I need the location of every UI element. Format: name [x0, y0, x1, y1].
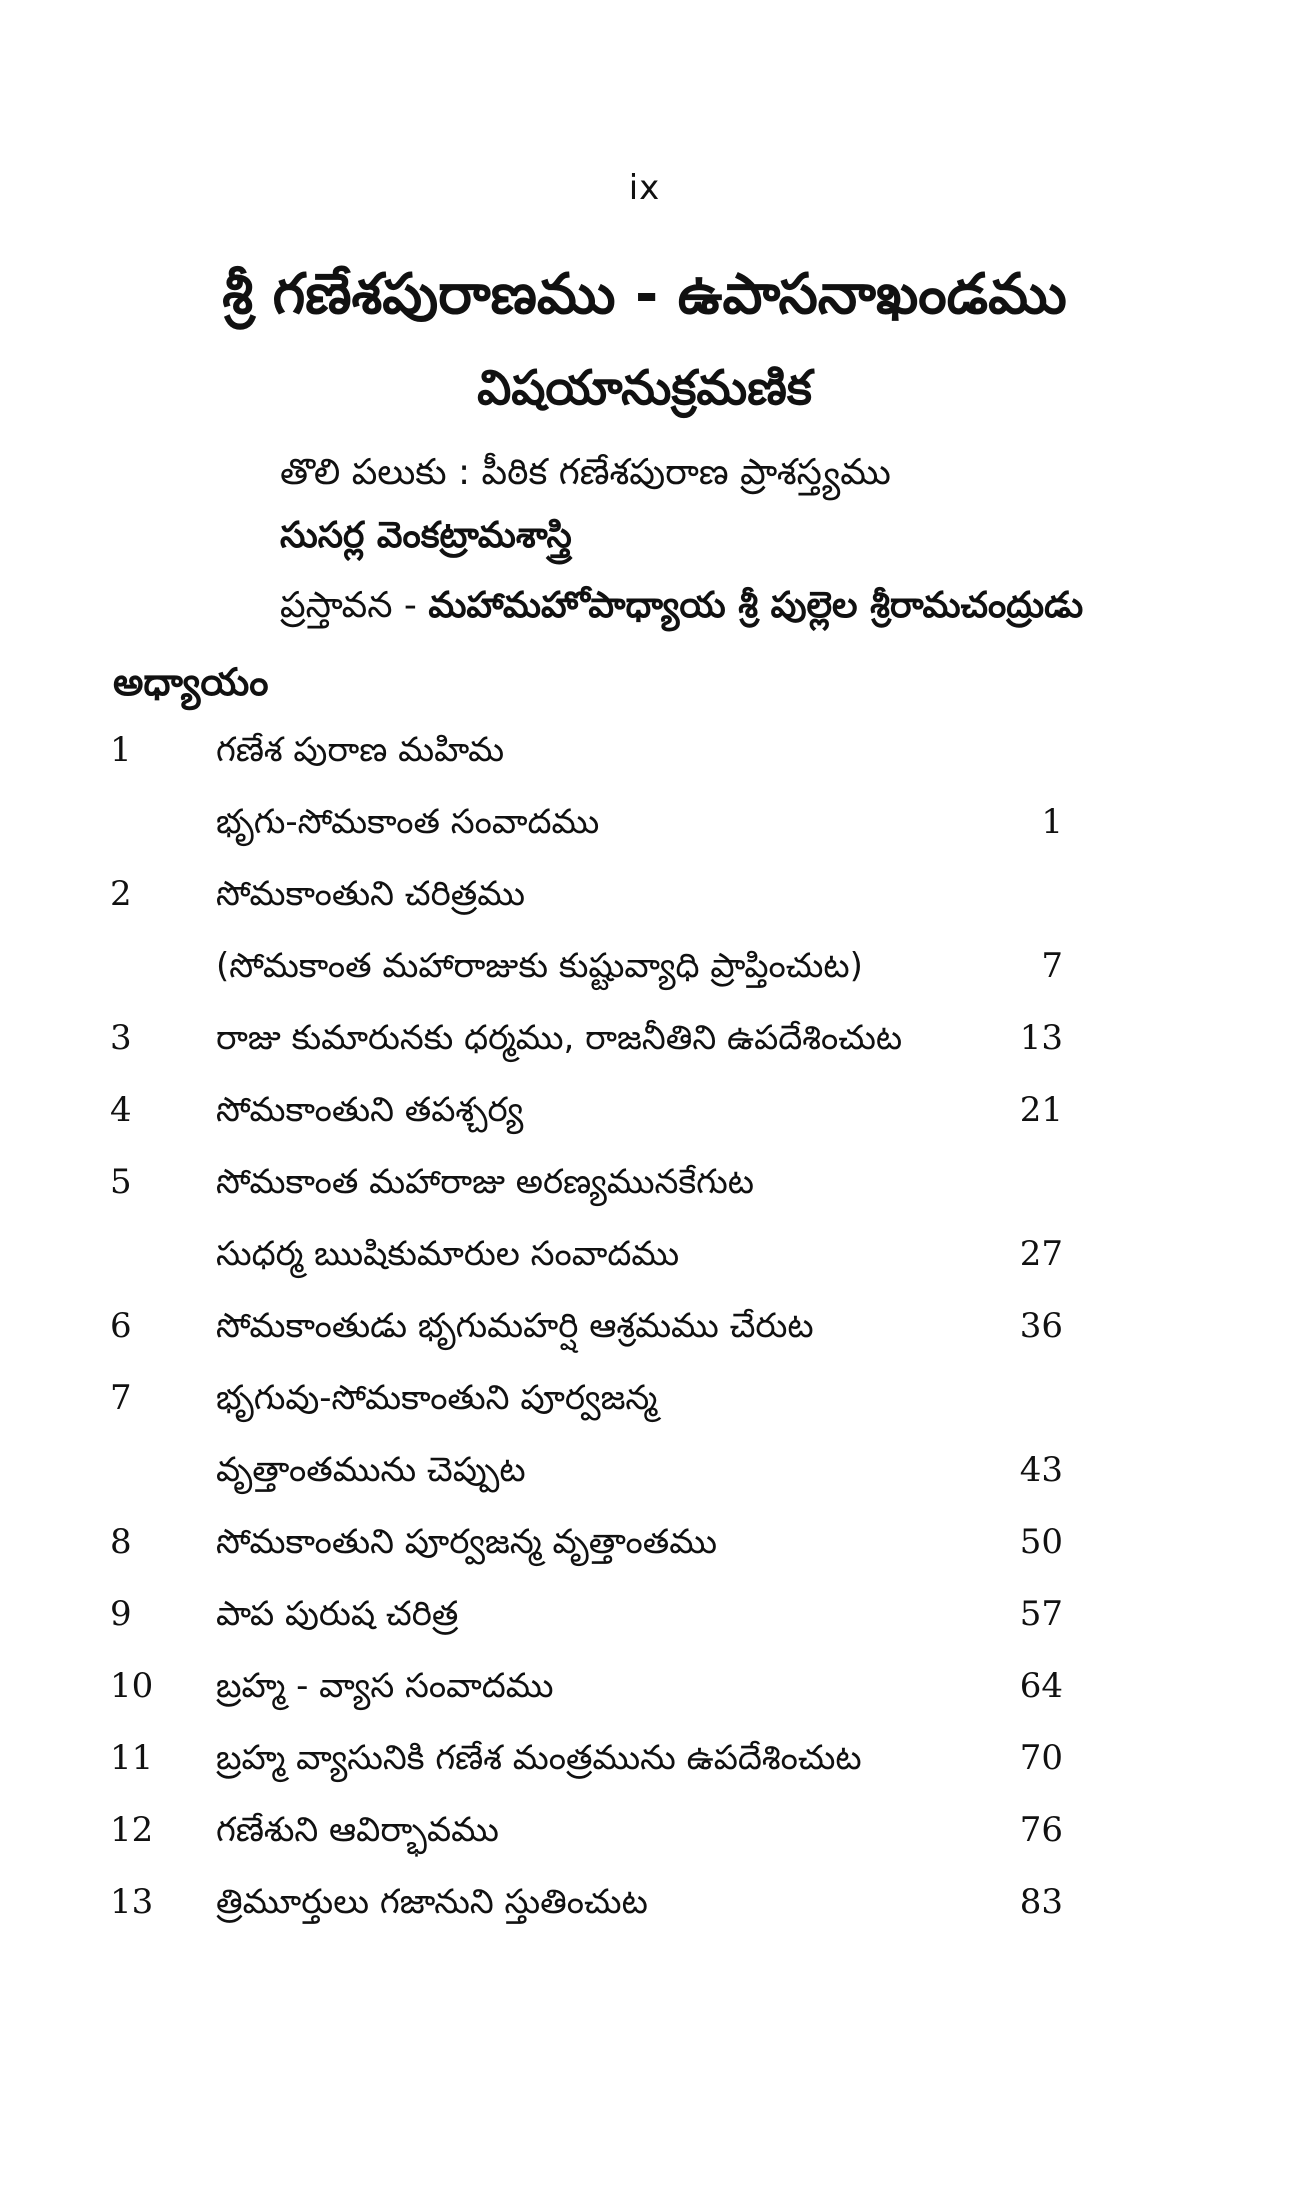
toc-row	[0, 1090, 1289, 1142]
toc-chapter-number: 9	[110, 1594, 132, 1634]
toc-chapter-number: 5	[110, 1162, 132, 1202]
intro-preface-label: ప్రస్తావన -	[280, 585, 429, 626]
toc-page-number: 76	[1019, 1810, 1063, 1850]
toc-page-number: 21	[1019, 1090, 1063, 1130]
toc-chapter-title: రాజు కుమారునకు ధర్మము, రాజనీతిని ఉపదేశించుట	[216, 1018, 903, 1058]
toc-row	[0, 1738, 1289, 1790]
toc-chapter-number: 4	[110, 1090, 132, 1130]
toc-chapter-title: సోమకాంతుని చరిత్రము	[216, 874, 525, 914]
toc-chapter-number: 13	[110, 1882, 154, 1922]
intro-foreword: తొలి పలుకు : పీఠిక గణేశపురాణ ప్రాశస్త్యము	[280, 452, 891, 493]
intro-preface-author: మహామహోపాధ్యాయ శ్రీ పుల్లెల శ్రీరామచంద్రుడు	[428, 585, 1084, 626]
toc-page-number: 43	[1019, 1450, 1063, 1490]
toc-chapter-title: బ్రహ్మ వ్యాసునికి గణేశ మంత్రమును ఉపదేశించుట	[216, 1738, 862, 1778]
toc-page-number: 13	[1019, 1018, 1063, 1058]
toc-page-number: 27	[1019, 1234, 1063, 1274]
page-title: శ్రీ గణేశపురాణము - ఉపాసనాఖండము	[222, 262, 1067, 327]
toc-row	[0, 1882, 1289, 1934]
toc-chapter-title: సుధర్మ ఋషికుమారుల సంవాదము	[216, 1234, 680, 1274]
toc-chapter-number: 7	[110, 1378, 132, 1418]
toc-row	[0, 1810, 1289, 1862]
toc-row	[0, 1666, 1289, 1718]
page-number: ix	[628, 168, 661, 208]
toc-page-number: 36	[1019, 1306, 1063, 1346]
toc-chapter-number: 10	[110, 1666, 154, 1706]
toc-page-number: 64	[1019, 1666, 1063, 1706]
toc-chapter-title: సోమకాంతుడు భృగుమహర్షి ఆశ్రమము చేరుట	[216, 1306, 814, 1346]
toc-row	[0, 1594, 1289, 1646]
toc-row	[0, 1162, 1289, 1214]
toc-page-number: 50	[1019, 1522, 1063, 1562]
toc-page-number: 1	[1041, 802, 1063, 842]
toc-chapter-title: పాప పురుష చరిత్ర	[216, 1594, 459, 1634]
toc-row	[0, 802, 1289, 854]
intro-foreword-author: సుసర్ల వెంకట్రామశాస్త్రి	[280, 515, 572, 556]
toc-chapter-title: (సోమకాంత మహారాజుకు కుష్టువ్యాధి ప్రాప్తించుట)	[216, 946, 863, 986]
toc-row	[0, 1522, 1289, 1574]
page-subtitle: విషయానుక్రమణిక	[477, 360, 812, 416]
toc-row	[0, 1306, 1289, 1358]
toc-page-number: 70	[1019, 1738, 1063, 1778]
toc-row	[0, 730, 1289, 782]
toc-row	[0, 874, 1289, 926]
toc-row	[0, 1018, 1289, 1070]
toc-chapter-number: 1	[110, 730, 132, 770]
toc-row	[0, 1450, 1289, 1502]
toc-chapter-title: గణేశ పురాణ మహిమ	[216, 730, 505, 770]
chapter-heading: అధ్యాయం	[113, 660, 269, 704]
toc-page-number: 7	[1041, 946, 1063, 986]
toc-chapter-title: సోమకాంతుని తపశ్చర్య	[216, 1090, 524, 1130]
toc-page-number: 83	[1019, 1882, 1063, 1922]
toc-chapter-title: భృగువు-సోమకాంతుని పూర్వజన్మ	[216, 1378, 658, 1418]
toc-chapter-title: సోమకాంతుని పూర్వజన్మ వృత్తాంతము	[216, 1522, 717, 1562]
toc-chapter-title: త్రిమూర్తులు గజానుని స్తుతించుట	[216, 1882, 648, 1922]
toc-row	[0, 946, 1289, 998]
toc-chapter-number: 6	[110, 1306, 132, 1346]
toc-chapter-title: భృగు-సోమకాంత సంవాదము	[216, 802, 600, 842]
toc-row	[0, 1378, 1289, 1430]
toc-chapter-number: 8	[110, 1522, 132, 1562]
toc-page-number: 57	[1019, 1594, 1063, 1634]
toc-chapter-number: 2	[110, 874, 132, 914]
toc-chapter-title: వృత్తాంతమును చెప్పుట	[216, 1450, 526, 1490]
toc-chapter-title: సోమకాంత మహారాజు అరణ్యమునకేగుట	[216, 1162, 755, 1202]
toc-chapter-title: బ్రహ్మ - వ్యాస సంవాదము	[216, 1666, 554, 1706]
toc-row	[0, 1234, 1289, 1286]
toc-chapter-number: 3	[110, 1018, 132, 1058]
toc-chapter-number: 12	[110, 1810, 154, 1850]
toc-chapter-title: గణేశుని ఆవిర్భావము	[216, 1810, 499, 1850]
toc-chapter-number: 11	[110, 1738, 154, 1778]
